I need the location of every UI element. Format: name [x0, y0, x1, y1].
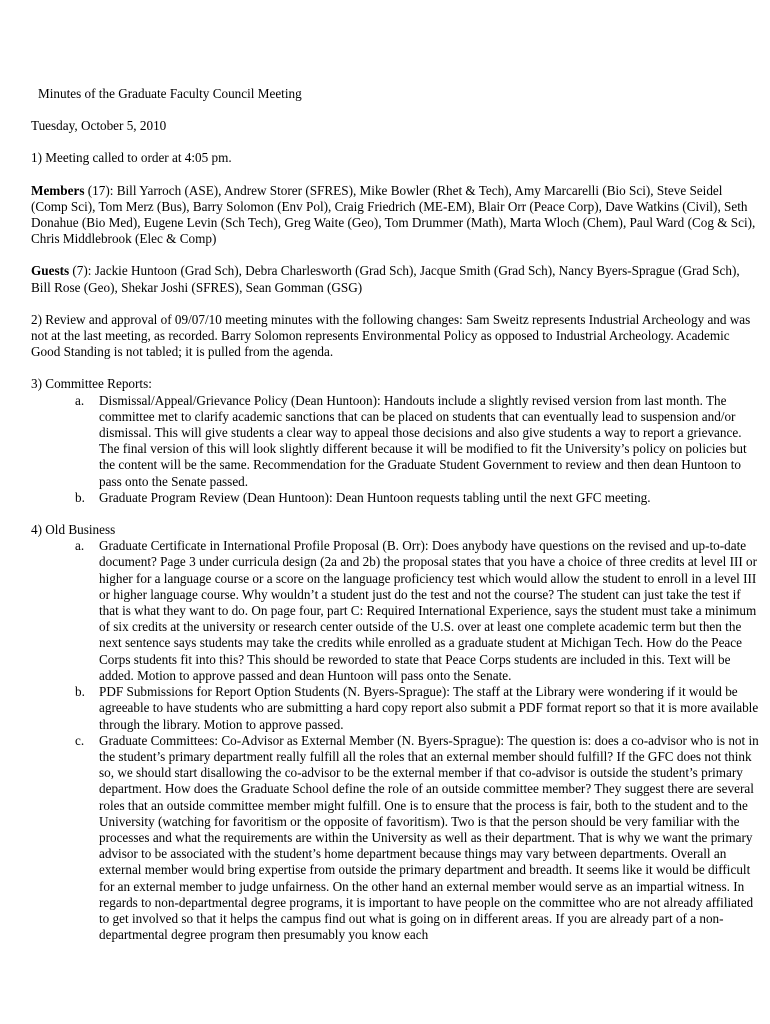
list-item	[75, 392, 759, 490]
list-marker: a.	[75, 392, 85, 408]
guests-label: Guests	[31, 263, 70, 279]
spacer	[31, 506, 759, 522]
list-marker: b.	[75, 684, 85, 700]
spacer	[31, 167, 759, 183]
list-item	[75, 684, 759, 733]
members-label: Members	[31, 182, 85, 198]
document-title: Minutes of the Graduate Faculty Council Meeting	[38, 86, 302, 101]
old-business-heading: 4) Old Business	[31, 522, 116, 538]
spacer	[31, 360, 759, 376]
guests-list: (7): Jackie Huntoon (Grad Sch), Debra Charlesworth (Grad Sch), Jacque Smith (Grad Sch), Nancy Byers-Sprague (Grad Sch), Bill Rose (Geo), Shekar Joshi (SFRES), Sean Gomman (GSG)	[31, 263, 740, 295]
spacer	[31, 102, 759, 118]
list-item-text: Graduate Program Review (Dean Huntoon): Dean Huntoon requests tabling until the next GFC meeting.	[99, 489, 651, 505]
committee-reports-list	[31, 393, 759, 506]
list-item-text: PDF Submissions for Report Option Students (N. Byers-Sprague): The staff at the Library were wondering if it would be agreeable to have students who are submitting a hard copy report also submit a PDF format report so that it is more available through the library. Motion to approve passed.	[99, 684, 759, 732]
members-list: (17): Bill Yarroch (ASE), Andrew Storer (SFRES), Mike Bowler (Rhet & Tech), Amy Marcarelli (Bio Sci), Steve Seidel (Comp Sci), Tom Merz (Bus), Barry Solomon (Env Pol), Craig Friedrich (ME-EM), Blair Orr (Peace Corp), Dave Watkins (Civil), Seth Donahue (Bio Med), Eugene Levin (Sch Tech), Greg Waite (Geo), Tom Drummer (Math), Marta Wloch (Chem), Paul Ward (Cog & Sci), Chris Middlebrook (Elec & Comp)	[31, 182, 756, 247]
old-business-list	[31, 538, 759, 943]
meeting-date: Tuesday, October 5, 2010	[31, 118, 167, 134]
list-item-text: Graduate Committees: Co-Advisor as External Member (N. Byers-Sprague): The question is: does a co-advisor who is not in the student’s primary department really fulfill all the roles that an external member should fulfill? If the GFC does not think so, we should start disallowing the co-advisor to be the external member if that co-advisor is outside the student’s primary department. How does the Graduate School define the role of an outside committee member? They suggest there are several roles that an outside committee member might fulfill. One is to ensure that the process is fair, both to the student and to the University (watching for favoritism or the opposite of favoritism). Two is that the person should be very familiar with the processes and what the requirements are within the University as well as their department. That is why we want the primary advisor to be associated with the student’s home department because things may vary between departments. Overall an external member would bring expertise from outside the primary department and breadth. It seems like it would be difficult for an external member to judge unfairness. On the other hand an external member would serve as an impartial witness. In regards to non-departmental degree programs, it is important to have people on the committee who are not already affiliated to get involved so that it helps the campus find out what is going on in different areas. If you are already part of a non-departmental degree program then presumably you know each	[99, 732, 759, 943]
list-item	[75, 732, 759, 944]
list-item	[75, 538, 759, 684]
minutes-review: 2) Review and approval of 09/07/10 meeting minutes with the following changes: Sam Sweitz represents Industrial Archeology and was not at the last meeting, as recorded. Barry Solomon represents Environmental Policy as opposed to Industrial Archeology. Academic Good Standing is not tabled; it is pulled from the agenda.	[31, 311, 751, 360]
committee-reports-heading: 3) Committee Reports:	[31, 376, 152, 392]
list-marker: b.	[75, 489, 85, 505]
list-marker: a.	[75, 538, 85, 554]
list-item	[75, 489, 759, 506]
list-item-text: Dismissal/Appeal/Grievance Policy (Dean Huntoon): Handouts include a slightly revised version from last month. The committee met to clarify academic sanctions that can be placed on students that can eventually lead to suspension and/or dismissal. This will give students a clear way to appeal those decisions and also give students a way to report a grievance. The final version of this will look slightly different because it will be modified to fit the University’s policy on policies but the content will be the same. Recommendation for the Graduate Student Government to review and then dean Huntoon to pass onto the Senate passed.	[99, 392, 747, 489]
spacer	[31, 247, 759, 263]
list-marker: c.	[75, 732, 85, 748]
document-body	[31, 86, 759, 943]
guests-paragraph	[31, 263, 759, 295]
call-to-order: 1) Meeting called to order at 4:05 pm.	[31, 150, 232, 166]
spacer	[31, 296, 759, 312]
members-paragraph	[31, 183, 759, 248]
list-item-text: Graduate Certificate in International Profile Proposal (B. Orr): Does anybody have questions on the revised and up-to-date document? Page 3 under curricula design (2a and 2b) the proposal states that you have a choice of three credits at level III or higher for a language course or a score on the language proficiency test which would allow the student to enroll in a level III or higher language course. Why wouldn’t a student just do the test and not the course? The student can just take the test if that is what they want to do. On page four, part C: Required International Experience, says the student must take a minimum of six credits at the university or research center outside of the U.S. over at least one complete academic term but then the next sentence says students may take the credits while enrolled as a graduate student at Michigan Tech. How do the Peace Corps students fit into this? This should be reworded to state that Peace Corps students are included in this. Text will be added. Motion to approve passed and dean Huntoon will pass onto the Senate.	[99, 538, 758, 683]
spacer	[31, 134, 759, 150]
